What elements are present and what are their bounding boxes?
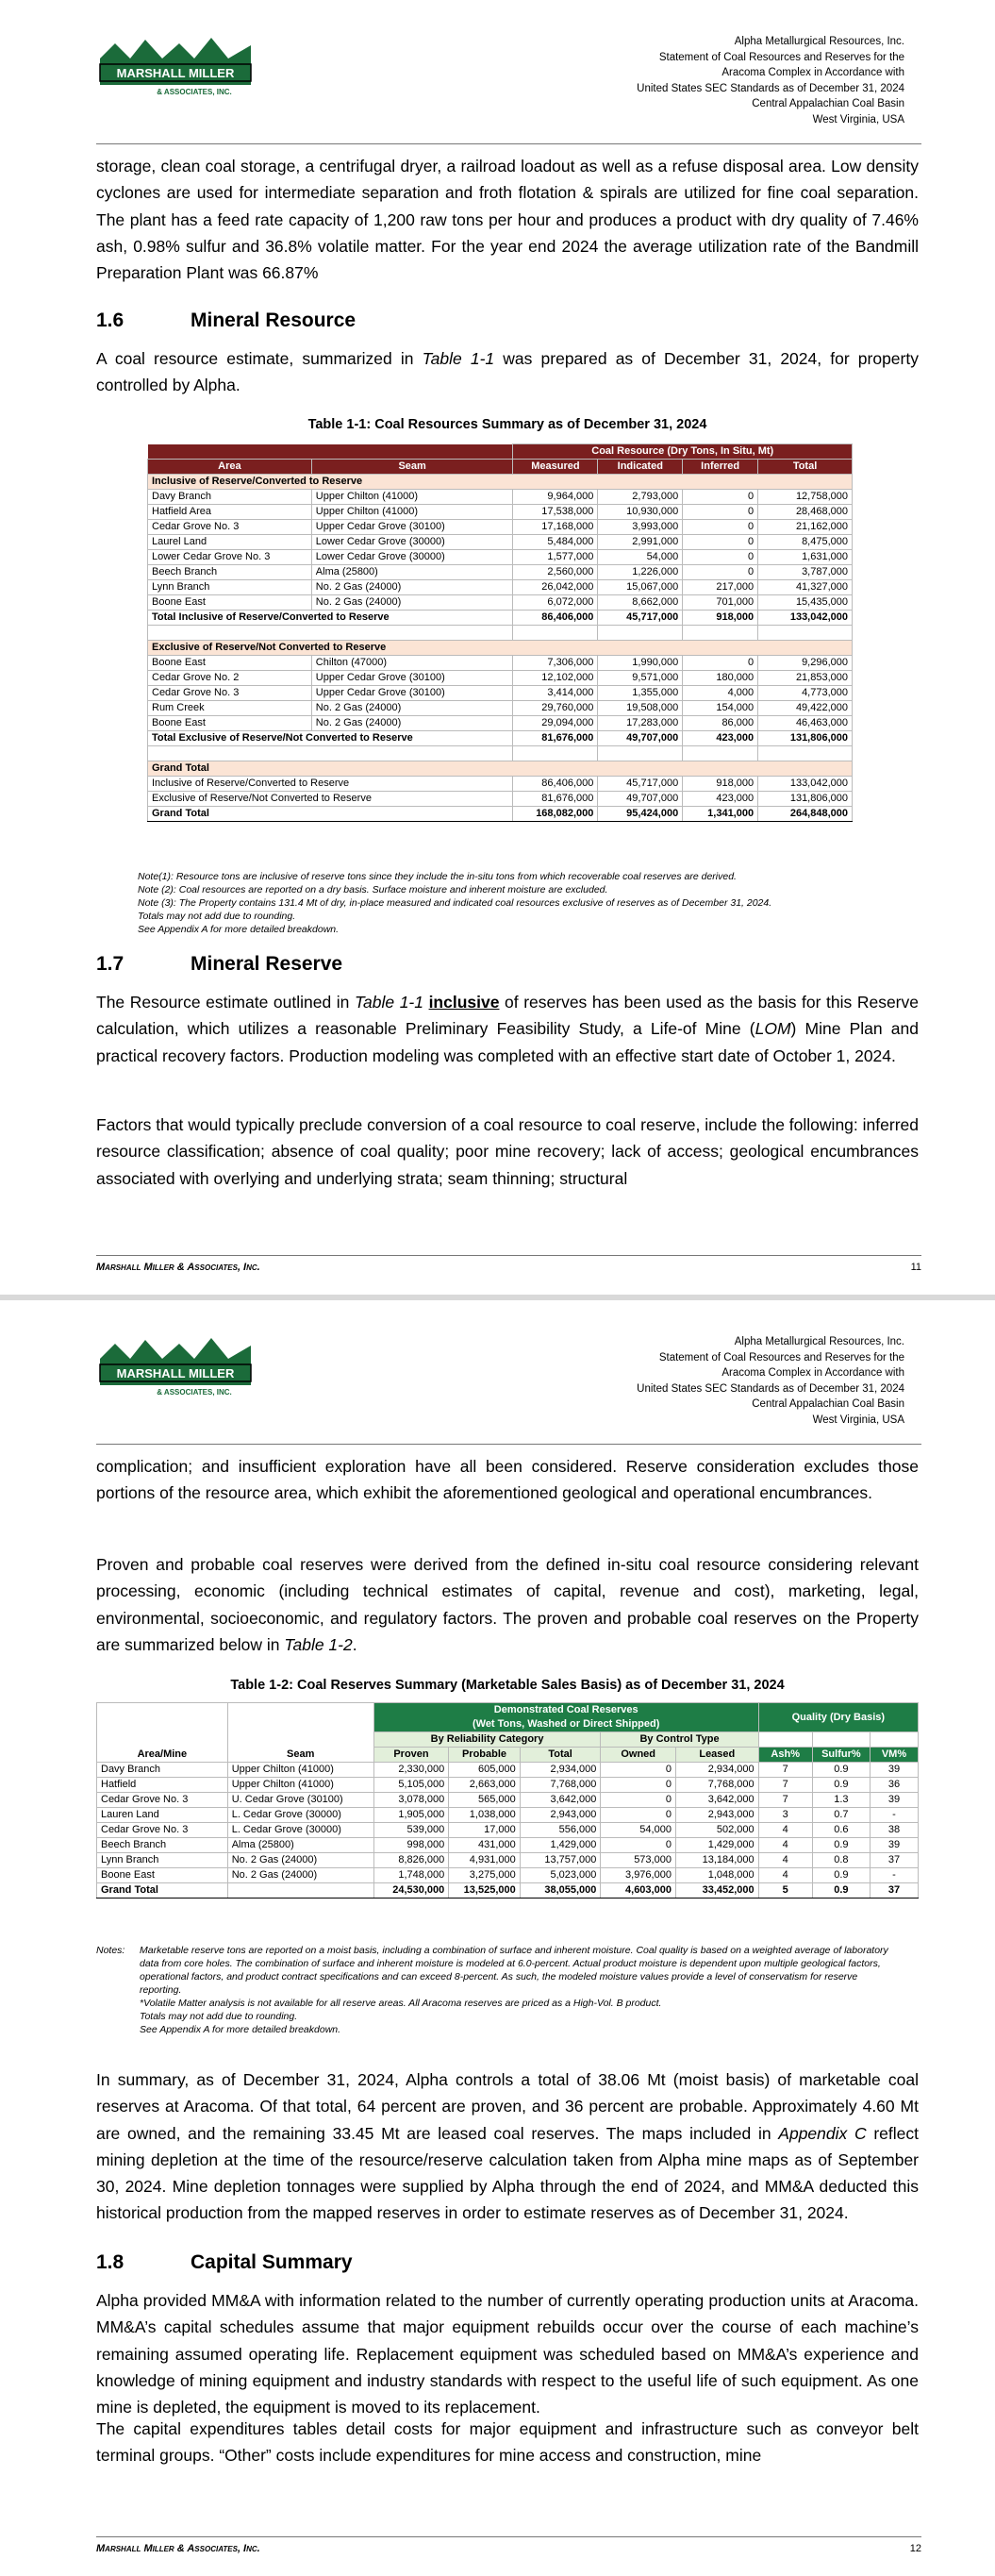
page-number: 11: [910, 1262, 921, 1273]
table-1-2-caption: Table 1-2: Coal Reserves Summary (Marketable Sales Basis) as of December 31, 2024: [230, 1678, 785, 1693]
paragraph-reserve-factors: Factors that would typically preclude conversion of a coal resource to coal reserve, include the following: inferred resource classification; absence of coal quality; poor mine recovery; lack of access; geological encumbrances associated with overlying and underlying strata; seam thinning; structural: [96, 1115, 919, 1188]
table-row: Boone East No. 2 Gas (24000) 1,748,000 3,275,000 5,023,000 3,976,000 1,048,000 4 0.9 -: [97, 1868, 919, 1883]
grand-total-row: Grand Total 24,530,000 13,525,000 38,055,000 4,603,000 33,452,000 5 0.9 37: [97, 1883, 919, 1899]
table-row: Lynn Branch No. 2 Gas (24000) 8,826,000 4,931,000 13,757,000 573,000 13,184,000 4 0.8 37: [97, 1853, 919, 1868]
coal-reserves-table: Demonstrated Coal Reserves Quality (Dry Basis) (Wet Tons, Washed or Direct Shipped) By Reliability Category By Control Type Area/Mine Seam Proven Probable Total Owned Leased Ash% Sulfur% VM% Davy Branch Upper Chilton (41000) 2,330,000 605,000 2,934,000 0 2,934,000 7 0.9 39 Hatfield Upper Chilton (41000) 5,105,000 2,663,000 7,768,000 0 7,768,000 7 0.9 36 Cedar Grove No. 3 U. Cedar Grove (30100) 3,078,000 565,000 3,642,000 0 3,642,000 7 1.3 39 Lauren Land L. Cedar Grove (30000) 1,905,000 1,038,000 2,943,000 0 2,943,000 3 0.7 - Cedar Grove No. 3 L. Cedar Grove (30000) 539,000 17,000 556,000 54,000 502,000 4 0.6 38 Beech Branch Alma (25800) 998,000 431,000 1,429,000 0 1,429,000 4 0.9 39 Lynn Branch No. 2 Gas (24000) 8,826,000 4,931,000 13,757,000 573,000 13,184,000 4 0.8 37 Boone East No. 2 Gas (24000) 1,748,000 3,275,000 5,023,000 3,976,000 1,048,000 4 0.9 - Grand Total 24,530,000 13,525,000 38,055,000 4,603,000 33,452,000 5 0.9 37: [96, 1702, 919, 1899]
table-row: Davy Branch Upper Chilton (41000) 9,964,000 2,793,000 0 12,758,000: [148, 490, 853, 505]
table-1-1-notes: Note(1): Resource tons are inclusive of reserve tons since they include the in-situ tons from which recoverable coal reserves are derived. Note (2): Coal resources are reported on a dry basis. Surface moisture and inherent moisture are excluded. Note (3): The Property contains 131.4 Mt of dry, in-place measured and indicated coal resources exclusive of reserves as of December 31, 2024. Totals may not add due to rounding. See Appendix A for more detailed breakdown.: [138, 871, 772, 935]
table-row: Boone East No. 2 Gas (24000) 6,072,000 8,662,000 701,000 15,435,000: [148, 595, 853, 611]
table-row: Inclusive of Reserve/Converted to Reserve 86,406,000 45,717,000 918,000 133,042,000: [148, 777, 853, 792]
page-header: Alpha Metallurgical Resources, Inc. Statement of Coal Resources and Reserves for the Aracoma Complex in Accordance with United States SEC Standards as of December 31, 2024 Central Appalachian Coal Basin West Virginia, USA: [637, 1336, 904, 1426]
table-row: Davy Branch Upper Chilton (41000) 2,330,000 605,000 2,934,000 0 2,934,000 7 0.9 39: [97, 1763, 919, 1778]
table-row: Cedar Grove No. 3 Upper Cedar Grove (30100) 17,168,000 3,993,000 0 21,162,000: [148, 520, 853, 535]
table-row: Lynn Branch No. 2 Gas (24000) 26,042,000 15,067,000 217,000 41,327,000: [148, 580, 853, 595]
table-row: Boone East Chilton (47000) 7,306,000 1,990,000 0 9,296,000: [148, 656, 853, 671]
table-row: Hatfield Area Upper Chilton (41000) 17,538,000 10,930,000 0 28,468,000: [148, 505, 853, 520]
page-number: 12: [909, 2543, 921, 2554]
table-row: Lauren Land L. Cedar Grove (30000) 1,905,000 1,038,000 2,943,000 0 2,943,000 3 0.7 -: [97, 1808, 919, 1823]
paragraph-summary: In summary, as of December 31, 2024, Alpha controls a total of 38.06 Mt (moist basis) of marketable coal reserves at Aracoma. Of that total, 64 percent are proven, and 36 percent are probable. Approximately 4.60 Mt are owned, and the remaining 33.45 Mt are leased coal reserves. The maps included in Appendix C reflect mining depletion at the time of the resource/reserve calculation taken from Alpha mine maps as of September 30, 2024. Mine depletion tonnages were supplied by Alpha through the end of 2024, and MM&A deducted this historical production from the mapped reserves in order to estimate reserves as of December 31, 2024.: [96, 2070, 919, 2223]
paragraph-proven-probable: Proven and probable coal reserves were derived from the defined in-situ coal resource considering relevant processing, economic (including technical estimates of capital, revenue and cost), marketing, legal, environmental, socioeconomic, and regulatory factors. The proven and probable coal reserves on the Property are summarized below in Table 1-2.: [96, 1555, 919, 1654]
section-heading-1-6: 1.6 Mineral Resource: [96, 309, 357, 331]
table-row: Exclusive of Reserve/Not Converted to Reserve 81,676,000 49,707,000 423,000 131,806,000: [148, 792, 853, 807]
paragraph-reserve-basis: The Resource estimate outlined in Table 1-1 inclusive of reserves has been used as the basis for this Reserve calculation, which utilizes a reasonable Preliminary Feasibility Study, a Life-of Mine (LOM) Mine Plan and practical recovery factors. Production modeling was completed with an effective start date of October 1, 2024.: [96, 993, 919, 1065]
logo-subtitle: & ASSOCIATES, INC.: [157, 1388, 232, 1397]
table-row: Beech Branch Alma (25800) 2,560,000 1,226,000 0 3,787,000: [148, 565, 853, 580]
grand-total-row: Grand Total 168,082,000 95,424,000 1,341,000 264,848,000: [148, 807, 853, 822]
paragraph-capital: Alpha provided MM&A with information related to the number of currently operating production units at Aracoma. MM&A’s capital schedules assume that major equipment rebuilds occur over the course of each machine’s remaining assumed operating life. Replacement equipment was scheduled based on MM&A’s experience and knowledge of mining equipment and industry standards with respect to the useful life of such equipment. As one mine is depleted, the equipment is moved to its replacement.: [96, 2291, 919, 2417]
section-heading-1-8: 1.8 Capital Summary: [96, 2251, 353, 2273]
page-footer: Marshall Miller & Associates, Inc. 12: [96, 2536, 921, 2554]
table-1-1-caption: Table 1-1: Coal Resources Summary as of December 31, 2024: [307, 417, 707, 432]
company-logo: [96, 26, 255, 102]
table-row: Cedar Grove No. 3 U. Cedar Grove (30100) 3,078,000 565,000 3,642,000 0 3,642,000 7 1.3 39: [97, 1793, 919, 1808]
table-row: Cedar Grove No. 3 Upper Cedar Grove (30100) 3,414,000 1,355,000 4,000 4,773,000: [148, 686, 853, 701]
page-header: Alpha Metallurgical Resources, Inc. Statement of Coal Resources and Reserves for the Aracoma Complex in Accordance with United States SEC Standards as of December 31, 2024 Central Appalachian Coal Basin West Virginia, USA: [637, 36, 904, 125]
total-inclusive-row: Total Inclusive of Reserve/Converted to Reserve 86,406,000 45,717,000 918,000 133,042,000: [148, 611, 853, 626]
paragraph-capex: The capital expenditures tables detail costs for major equipment and infrastructure such as conveyor belt terminal groups. “Other” costs include expenditures for mine access and construction, mine: [96, 2419, 919, 2466]
table-row: Rum Creek No. 2 Gas (24000) 29,760,000 19,508,000 154,000 49,422,000: [148, 701, 853, 716]
logo-wordmark: MARSHALL MILLER: [116, 66, 235, 80]
table-row: Laurel Land Lower Cedar Grove (30000) 5,484,000 2,991,000 0 8,475,000: [148, 535, 853, 550]
page-footer: Marshall Miller & Associates, Inc. 11: [96, 1255, 921, 1273]
paragraph-resource: A coal resource estimate, summarized in Table 1-1 was prepared as of December 31, 2024, for property controlled by Alpha.: [96, 349, 919, 395]
table-row: Cedar Grove No. 3 L. Cedar Grove (30000) 539,000 17,000 556,000 54,000 502,000 4 0.6 38: [97, 1823, 919, 1838]
table-1-2-notes: Notes: Marketable reserve tons are reported on a moist basis, including a combination of surface and inherent moisture. Coal quality is based on a weighted average of laboratory data from core holes. The combination of surface and inherent moisture is modeled at 6.0-percent. Actual product moisture is dependent upon multiple geological factors, operational factors, and product contract specifications and can exceed 8-percent. As such, the modeled moisture values provide a level of conservatism for reserve reporting. *Volatile Matter analysis is not available for all reserve areas. All Aracoma reserves are priced as a High-Vol. B product. Totals may not add due to rounding. See Appendix A for more detailed breakdown.: [96, 1945, 888, 2035]
company-logo: [96, 1327, 255, 1402]
table-row: Cedar Grove No. 2 Upper Cedar Grove (30100) 12,102,000 9,571,000 180,000 21,853,000: [148, 671, 853, 686]
total-exclusive-row: Total Exclusive of Reserve/Not Converted to Reserve 81,676,000 49,707,000 423,000 131,806,000: [148, 731, 853, 746]
section-heading-1-7: 1.7 Mineral Reserve: [96, 953, 343, 975]
table-row: Lower Cedar Grove No. 3 Lower Cedar Grove (30000) 1,577,000 54,000 0 1,631,000: [148, 550, 853, 565]
logo-wordmark: MARSHALL MILLER: [116, 1366, 235, 1380]
coal-resources-table: Coal Resource (Dry Tons, In Situ, Mt) Area Seam Measured Indicated Inferred Total Inclusive of Reserve/Converted to Reserve Davy Branch Upper Chilton (41000) 9,964,000 2,793,000 0 12,758,000 Hatfield Area Upper Chilton (41000) 17,538,000 10,930,000 0 28,468,000 Cedar Grove No. 3 Upper Cedar Grove (30100) 17,168,000 3,993,000 0 21,162,000 Laurel Land Lower Cedar Grove (30000) 5,484,000 2,991,000 0 8,475,000 Lower Cedar Grove No. 3 Lower Cedar Grove (30000) 1,577,000 54,000 0 1,631,000 Beech Branch Alma (25800) 2,560,000 1,226,000 0 3,787,000 Lynn Branch No. 2 Gas (24000) 26,042,000 15,067,000 217,000 41,327,000 Boone East No. 2 Gas (24000) 6,072,000 8,662,000 701,000 15,435,000 Total Inclusive of Reserve/Converted to Reserve 86,406,000 45,717,000 918,000 133,042,000 Exclusive of Reserve/Not Converted to Reserve Boone East Chilton (47000) 7,306,000 1,990,000 0 9,296,000 Cedar Grove No. 2 Upper Cedar Grove (30100) 12,102,000 9,571,000 180,000 21,853,000 Cedar Grove No. 3 Upper Cedar Grove (30100) 3,414,000 1,355,000 4,000 4,773,000 Rum Creek No. 2 Gas (24000) 29,760,000 19,508,000 154,000 49,422,000 Boone East No. 2 Gas (24000) 29,094,000 17,283,000 86,000 46,463,000 Total Exclusive of Reserve/Not Converted to Reserve 81,676,000 49,707,000 423,000 131,806,000 Grand Total Inclusive of Reserve/Converted to Reserve 86,406,000 45,717,000 918,000 133,042,000 Exclusive of Reserve/Not Converted to Reserve 81,676,000 49,707,000 423,000 131,806,000 Grand Total 168,082,000 95,424,000 1,341,000 264,848,000: [147, 443, 853, 822]
table-row: Boone East No. 2 Gas (24000) 29,094,000 17,283,000 86,000 46,463,000: [148, 716, 853, 731]
paragraph-plant: storage, clean coal storage, a centrifugal dryer, a railroad loadout as well as a refuse disposal area. Low density cyclones are used for intermediate separation and froth flotation & spirals are utilized for fine coal separation. The plant has a feed rate capacity of 1,200 raw tons per hour and produces a product with dry quality of 7.46% ash, 0.98% sulfur and 36.8% volatile matter. For the year end 2024 the average utilization rate of the Bandmill Preparation Plant was 66.87%: [96, 157, 919, 283]
page-12: [0, 1300, 995, 2576]
table-row: Beech Branch Alma (25800) 998,000 431,000 1,429,000 0 1,429,000 4 0.9 39: [97, 1838, 919, 1853]
table-row: Hatfield Upper Chilton (41000) 5,105,000 2,663,000 7,768,000 0 7,768,000 7 0.9 36: [97, 1778, 919, 1793]
logo-subtitle: & ASSOCIATES, INC.: [157, 88, 232, 96]
paragraph-complication: complication; and insufficient exploration have all been considered. Reserve consideration excludes those portions of the resource area, which exhibit the aforementioned geological and operational encumbrances.: [96, 1457, 919, 1503]
